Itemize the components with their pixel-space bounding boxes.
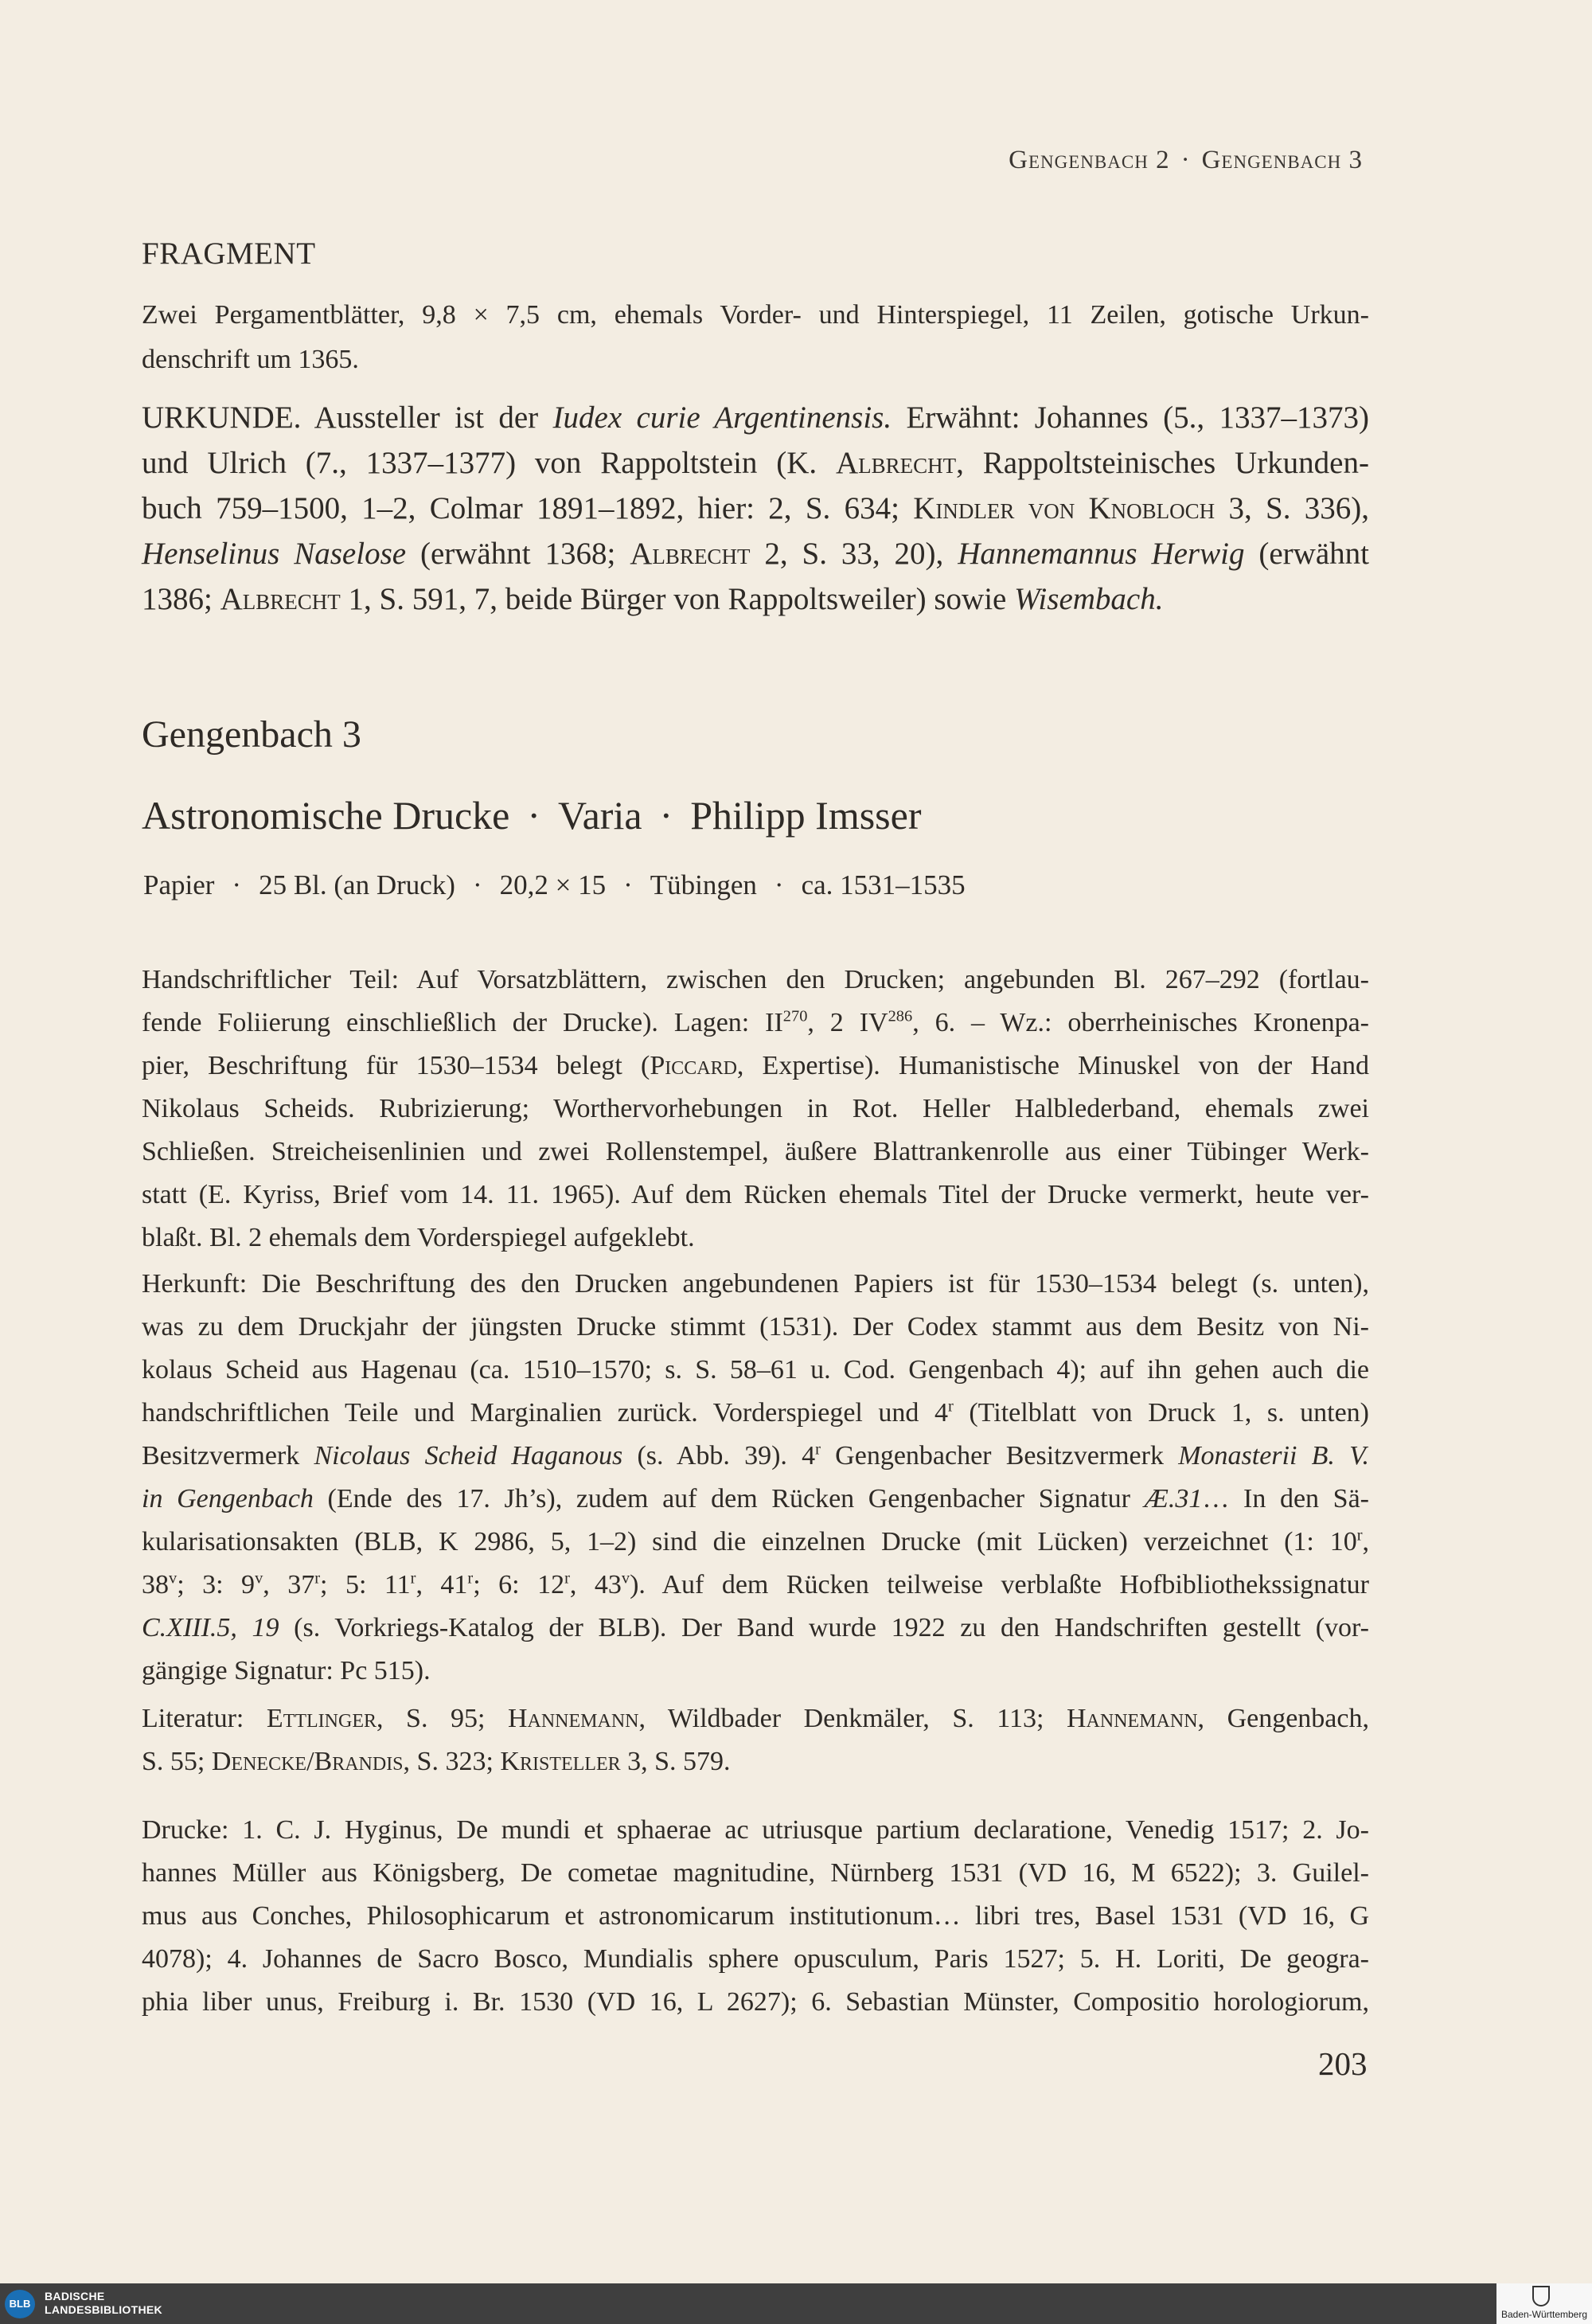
text-line: was zu dem Druckjahr der jüngsten Drucke stimmt (1531). Der Codex stammt aus dem Besitz von Ni- xyxy=(142,1312,1369,1342)
herkunft-paragraph xyxy=(142,1263,1369,1693)
text-line: gängige Signatur: Pc 515). xyxy=(142,1656,431,1685)
text-line: fende Foliierung einschließlich der Drucke). Lagen: II$^{270}$, 2 IV$^{286}$, 6. – Wz.: oberrheinisches Kronenpa- xyxy=(142,1007,1369,1037)
coat-of-arms-icon xyxy=(1532,2286,1550,2306)
text-line: Handschriftlicher Teil: Auf Vorsatzblättern, zwischen den Drucken; angebunden Bl. 267–292 (fortlau- xyxy=(142,965,1369,994)
section-title: Gengenbach 3 xyxy=(142,713,361,756)
library-name[interactable]: BADISCHE LANDESBIBLIOTHEK xyxy=(45,2290,162,2316)
text-line: mus aus Conches, Philosophicarum et astronomicarum institutionum… libri tres, Basel 1531 (VD 16, G xyxy=(142,1901,1369,1931)
partner-logo[interactable] xyxy=(1496,2283,1592,2324)
text-line: URKUNDE. Aussteller ist der Iudex curie Argentinensis. Erwähnt: Johannes (5., 1337–1373) xyxy=(142,400,1370,435)
text-line: kolaus Scheid aus Hagenau (ca. 1510–1570; s. S. 58–61 u. Cod. Gengenbach 4); auf ihn gehen auch die xyxy=(142,1355,1369,1385)
text-line: 1386; Albrecht 1, S. 591, 7, beide Bürger von Rappoltsweiler) sowie Wisembach. xyxy=(142,582,1164,616)
text-line: buch 759–1500, 1–2, Colmar 1891–1892, hier: 2, S. 634; Kindler von Knobloch 3, S. 336), xyxy=(142,491,1369,525)
text-line: S. 55; Denecke/Brandis, S. 323; Kristeller 3, S. 579. xyxy=(142,1747,731,1776)
main-title: Astronomische Drucke · Varia · Philipp Imsser xyxy=(142,793,922,838)
text-line: 4078); 4. Johannes de Sacro Bosco, Mundialis sphere opusculum, Paris 1527; 5. H. Loriti, De geogra- xyxy=(142,1944,1369,1974)
running-header-separator: · xyxy=(1180,146,1191,174)
blb-logo-icon[interactable]: BLB xyxy=(5,2290,35,2318)
text-line: Drucke: 1. C. J. Hyginus, De mundi et sphaerae ac utriusque partium declaratione, Venedig 1517; 2. Jo- xyxy=(142,1815,1369,1845)
text-line: statt (E. Kyriss, Brief vom 14. 11. 1965). Auf dem Rücken ehemals Titel der Drucke vermerkt, heute ver- xyxy=(142,1180,1369,1209)
text-line: Schließen. Streicheisenlinien und zwei Rollenstempel, äußere Blattrankenrolle aus einer Tübinger Werk- xyxy=(142,1137,1369,1166)
running-header-right: Gengenbach 3 xyxy=(1201,146,1363,174)
text-line: blaßt. Bl. 2 ehemals dem Vorderspiegel aufgeklebt. xyxy=(142,1223,695,1252)
text-line: hannes Müller aus Königsberg, De cometae magnitudine, Nürnberg 1531 (VD 16, M 6522); 3. Guilel- xyxy=(142,1858,1369,1888)
manuscript-metadata: Papier · 25 Bl. (an Druck) · 20,2 × 15 · Tübingen · ca. 1531–1535 xyxy=(143,869,966,900)
text-line: Besitzvermerk Nicolaus Scheid Haganous (s. Abb. 39). 4$^r$ Gengenbacher Besitzvermerk Monasterii B. V. xyxy=(142,1440,1369,1471)
fragment-heading: FRAGMENT xyxy=(142,236,316,271)
text-line: in Gengenbach (Ende des 17. Jh’s), zudem auf dem Rücken Gengenbacher Signatur Æ.31… In den Sä- xyxy=(142,1484,1369,1514)
partner-name: Baden-Württemberg xyxy=(1500,2309,1588,2320)
page-number: 203 xyxy=(1318,2045,1368,2082)
text-line: pier, Beschriftung für 1530–1534 belegt (Piccard, Expertise). Humanistische Minuskel von der Hand xyxy=(142,1051,1370,1080)
text-line: Literatur: Ettlinger, S. 95; Hannemann, Wildbader Denkmäler, S. 113; Hannemann, Gengenbach, xyxy=(142,1704,1369,1733)
footer-bar xyxy=(0,2283,1592,2324)
text-line: phia liber unus, Freiburg i. Br. 1530 (VD 16, L 2627); 6. Sebastian Münster, Compositio horologiorum, xyxy=(142,1987,1369,2017)
text-line: C.XIII.5, 19 (s. Vorkriegs-Katalog der BLB). Der Band wurde 1922 zu den Handschriften gestellt (vor- xyxy=(142,1613,1369,1642)
text-line: Henselinus Naselose (erwähnt 1368; Albrecht 2, S. 33, 20), Hannemannus Herwig (erwähnt xyxy=(142,537,1369,571)
text-line: Nikolaus Scheids. Rubrizierung; Worthervorhebungen in Rot. Heller Halblederband, ehemals zwei xyxy=(142,1094,1369,1123)
text-line: und Ulrich (7., 1337–1377) von Rappoltstein (K. Albrecht, Rappoltsteinisches Urkunden- xyxy=(142,446,1369,480)
text-line: 38$^v$; 3: 9$^v$, 37$^r$; 5: 11$^r$, 41$^r$; 6: 12$^r$, 43$^v$). Auf dem Rücken teilweise verblaßte Hofbibliothekssignatur xyxy=(142,1569,1370,1599)
fragment-description xyxy=(142,293,1369,382)
running-header-left: Gengenbach 2 xyxy=(1009,146,1170,174)
text-line: Zwei Pergamentblätter, 9,8 × 7,5 cm, ehemals Vorder- und Hinterspiegel, 11 Zeilen, gotische Urkun- xyxy=(142,300,1369,330)
drucke-paragraph xyxy=(142,1809,1369,2024)
urkunde-paragraph xyxy=(142,395,1369,622)
running-header xyxy=(1009,146,1363,175)
text-line: Herkunft: Die Beschriftung des den Drucken angebundenen Papiers ist für 1530–1534 belegt (s. unten), xyxy=(142,1269,1369,1299)
text-line: handschriftlichen Teile und Marginalien zurück. Vorderspiegel und 4$^r$ (Titelblatt von Druck 1, s. unten) xyxy=(142,1397,1370,1428)
handschrift-paragraph xyxy=(142,959,1369,1260)
text-line: denschrift um 1365. xyxy=(142,345,359,374)
literatur-paragraph xyxy=(142,1697,1369,1783)
text-line: kularisationsakten (BLB, K 2986, 5, 1–2) sind die einzelnen Drucke (mit Lücken) verzeichnet (1: 10$^r$, xyxy=(142,1526,1369,1556)
